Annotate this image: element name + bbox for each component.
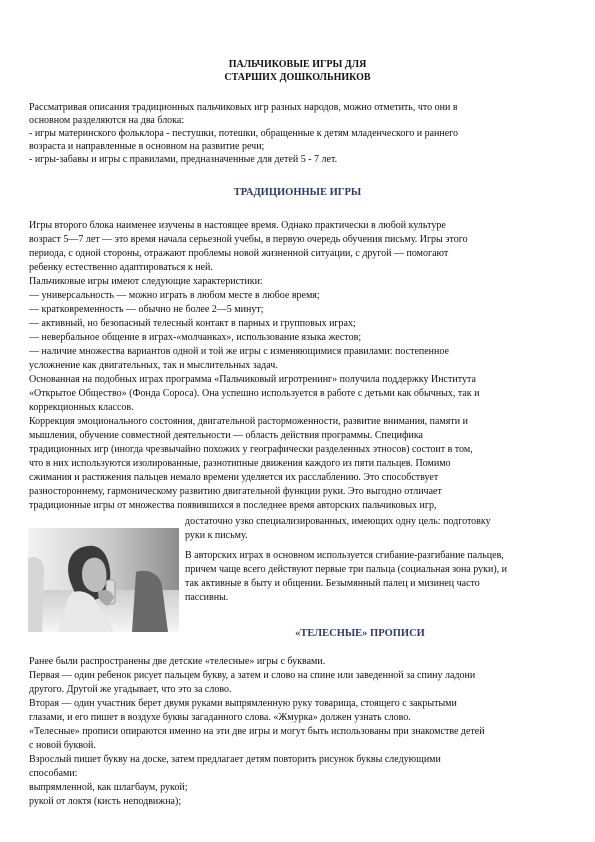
body-line: выпрямленной, как шлагбаум, рукой; (29, 782, 188, 793)
body-line: Вторая — один участник берет двумя руками выпрямленную руку товарища, стоящего с закрытыми (29, 698, 457, 709)
body-line: глазами, и его пишет в воздухе буквы загаданного слова. «Жмурка» должен узнать слово. (29, 712, 411, 723)
document-title-line2: СТАРШИХ ДОШКОЛЬНИКОВ (224, 72, 371, 83)
body-line: Первая — один ребенок рисует пальцем букву, а затем и слово на спине или заведенной за спину ладони (29, 670, 476, 681)
body-line: так активные в быту и общении. Безымянный палец и мизинец часто (185, 578, 480, 589)
section-heading-body-copybooks: «ТЕЛЕСНЫЕ» ПРОПИСИ (295, 628, 425, 639)
body-line: Коррекция эмоционального состояния, двигательной расторможенности, развитие внимания, памяти и (29, 416, 468, 427)
body-line: традиционных игр (иногда чрезвычайно похожих у географически разделенных этносов) состоит в том, (29, 444, 473, 455)
body-line: что в них используются изолированные, разнотипные движения каждого из пяти пальцев. Помимо (29, 458, 451, 469)
intro-line: основном разделяются на два блока: (29, 115, 185, 126)
body-line: причем чаще всего действуют первые три пальца (социальная зона руки), и (185, 564, 508, 575)
intro-line: возраста и направленные в основном на развитие речи; (29, 141, 265, 152)
section-heading-traditional-games: ТРАДИЦИОННЫЕ ИГРЫ (233, 187, 362, 198)
body-line: традиционные игры от множества появившихся в последнее время авторских пальчиковых игр, (29, 500, 437, 511)
body-line: пассивны. (185, 592, 229, 603)
body-line: другого. Другой же угадывает, что это за слово. (29, 684, 232, 695)
child-photo (28, 528, 179, 632)
body-line: ребенку естественно адаптироваться к ней. (29, 262, 213, 273)
child-drinking-illustration (28, 528, 179, 632)
body-line: мышления, обучение совместной деятельности — область действия программы. Специфика (29, 430, 423, 441)
body-line: В авторских играх в основном используется сгибание-разгибание пальцев, (185, 550, 504, 561)
body-line: разностороннему, гармоническому развитию двигательной функции руки. Это выгодно отличает (29, 486, 442, 497)
body-line: с новой буквой. (29, 740, 96, 751)
intro-line: - игры-забавы и игры с правилами, предназначенные для детей 5 - 7 лет. (29, 154, 338, 165)
list-item: — кратковременность — обычно не более 2—5 минут; (29, 304, 264, 315)
body-line: способами: (29, 768, 78, 779)
body-line: возраст 5—7 лет — это время начала серьезной учебы, в первую очередь обучения письму. Игры этого (29, 234, 468, 245)
body-line: Основанная на подобных играх программа «Пальчиковый игротренинг» получила поддержку Института (29, 374, 476, 385)
list-item: — наличие множества вариантов одной и той же игры с изменяющимися правилами: постепенное (29, 346, 449, 357)
list-item: — универсальность — можно играть в любом месте в любое время; (29, 290, 320, 301)
body-line: периода, с одной стороны, отражают проблемы новой жизненной ситуации, с другой — помогают (29, 248, 449, 259)
document-title-line1: ПАЛЬЧИКОВЫЕ ИГРЫ ДЛЯ (228, 59, 367, 70)
body-line: Взрослый пишет букву на доске, затем предлагает детям повторить рисунок буквы следующими (29, 754, 441, 765)
body-line: усложнение как двигательных, так и мыслительных задач. (29, 360, 278, 371)
intro-line: Рассматривая описания традиционных пальчиковых игр разных народов, можно отметить, что они в (29, 102, 458, 113)
body-line: достаточно узко специализированных, имеющих одну цель: подготовку (185, 516, 491, 527)
body-line: Пальчиковые игры имеют следующие характеристики: (29, 276, 263, 287)
list-item: — невербальное общение в играх-«молчанках», использование языка жестов; (29, 332, 362, 343)
body-line: Ранее были распространены две детские «телесные» игры с буквами. (29, 656, 326, 667)
body-line: рукой от локтя (кисть неподвижна); (29, 796, 182, 807)
body-line: сжимания и растяжения пальцев немало времени уделяется их расслаблению. Это способствует (29, 472, 439, 483)
body-line: «Телесные» прописи опираются именно на эти две игры и могут быть использованы при знакомстве детей (29, 726, 485, 737)
body-line: «Открытое Общество» (Фонда Сороса). Она успешно используется в работе с детьми как обычных, так и (29, 388, 480, 399)
body-line: коррекционных классов. (29, 402, 134, 413)
body-line: руки к письму. (185, 530, 248, 541)
list-item: — активный, но безопасный телесный контакт в парных и групповых играх; (29, 318, 356, 329)
body-line: Игры второго блока наименее изучены в настоящее время. Однако практически в любой культуре (29, 220, 446, 231)
intro-line: - игры материнского фольклора - пестушки, потешки, обращенные к детям младенческого и раннего (29, 128, 459, 139)
